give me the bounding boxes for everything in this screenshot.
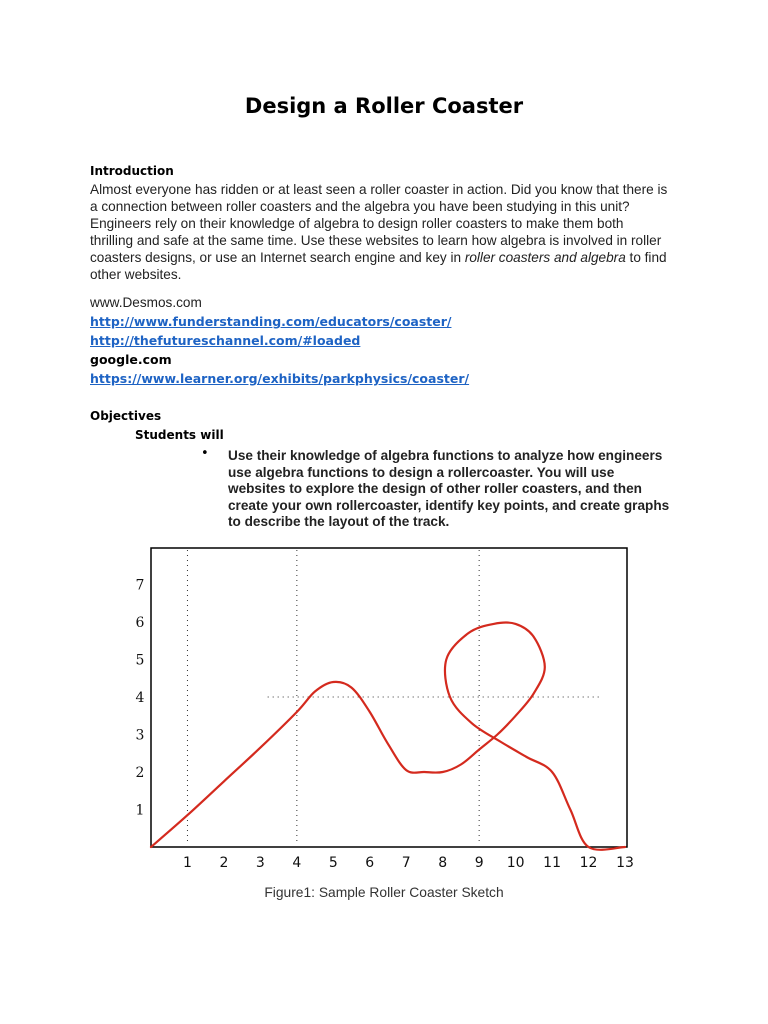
x-tick-label: 9 bbox=[474, 855, 484, 871]
plot-frame bbox=[151, 548, 627, 847]
funderstanding-link[interactable]: http://www.funderstanding.com/educators/coaster/ bbox=[90, 314, 452, 329]
intro-line-5-post: to find bbox=[625, 250, 667, 265]
bullet-line-3: websites to explore the design of other roller coasters, and then bbox=[228, 481, 642, 496]
desmos-link-text[interactable]: www.Desmos.com bbox=[90, 295, 202, 310]
learner-link[interactable]: https://www.learner.org/exhibits/parkphysics/coaster/ bbox=[90, 371, 470, 386]
intro-italic-phrase: roller coasters and algebra bbox=[464, 250, 626, 265]
students-will-subheading: Students will bbox=[135, 428, 224, 442]
y-tick-label: 3 bbox=[135, 727, 145, 744]
introduction-heading: Introduction bbox=[90, 164, 174, 178]
x-tick-label: 10 bbox=[506, 855, 525, 871]
page-title: Design a Roller Coaster bbox=[244, 94, 524, 118]
y-tick-label: 7 bbox=[135, 577, 145, 594]
intro-line-4: thrilling and safe at the same time. Use these websites to learn how algebra is involved in roller bbox=[90, 233, 662, 248]
y-tick-labels bbox=[136, 578, 145, 819]
x-tick-label: 13 bbox=[616, 855, 634, 871]
y-tick-label: 4 bbox=[135, 690, 145, 706]
google-text[interactable]: google.com bbox=[90, 352, 172, 367]
bullet-line-2: use algebra functions to design a rollercoaster. You will use bbox=[228, 464, 615, 480]
y-tick-label: 6 bbox=[135, 615, 145, 631]
x-tick-label: 3 bbox=[255, 855, 265, 871]
figure-caption: Figure1: Sample Roller Coaster Sketch bbox=[264, 885, 504, 900]
bullet-line-4: create your own rollercoaster, identify key points, and create graphs bbox=[228, 497, 670, 513]
x-tick-label: 1 bbox=[183, 855, 192, 871]
x-tick-label: 8 bbox=[438, 855, 448, 871]
futureschannel-link[interactable]: http://thefutureschannel.com/#loaded bbox=[90, 333, 361, 348]
x-tick-label: 5 bbox=[328, 855, 338, 871]
intro-line-1: Almost everyone has ridden or at least seen a roller coaster in action. Did you know that there is bbox=[90, 182, 668, 197]
objectives-heading: Objectives bbox=[90, 409, 162, 423]
bullet-line-5: to describe the layout of the track. bbox=[228, 514, 450, 529]
x-tick-label: 11 bbox=[543, 855, 561, 871]
y-tick-label: 1 bbox=[135, 802, 145, 819]
bullet-line-1: Use their knowledge of algebra functions to analyze how engineers bbox=[228, 448, 663, 463]
intro-line-5-pre: coasters designs, or use an Internet search engine and key in bbox=[90, 250, 465, 265]
x-tick-label: 2 bbox=[219, 855, 229, 871]
y-tick-label: 5 bbox=[135, 652, 145, 669]
track-line bbox=[151, 622, 625, 849]
x-tick-label: 6 bbox=[365, 855, 375, 871]
intro-line-6: other websites. bbox=[90, 267, 182, 282]
grid-lines bbox=[187, 550, 599, 845]
x-tick-label: 12 bbox=[579, 855, 598, 871]
bullet-icon: • bbox=[201, 446, 209, 461]
intro-line-3: Engineers rely on their knowledge of algebra to design roller coasters to make them both bbox=[90, 216, 624, 231]
x-tick-label: 7 bbox=[401, 855, 411, 871]
x-tick-label: 4 bbox=[292, 855, 302, 871]
x-tick-labels bbox=[183, 855, 634, 871]
y-tick-label: 2 bbox=[135, 765, 145, 781]
intro-line-2: a connection between roller coasters and the algebra you have been studying in this unit? bbox=[90, 199, 630, 214]
